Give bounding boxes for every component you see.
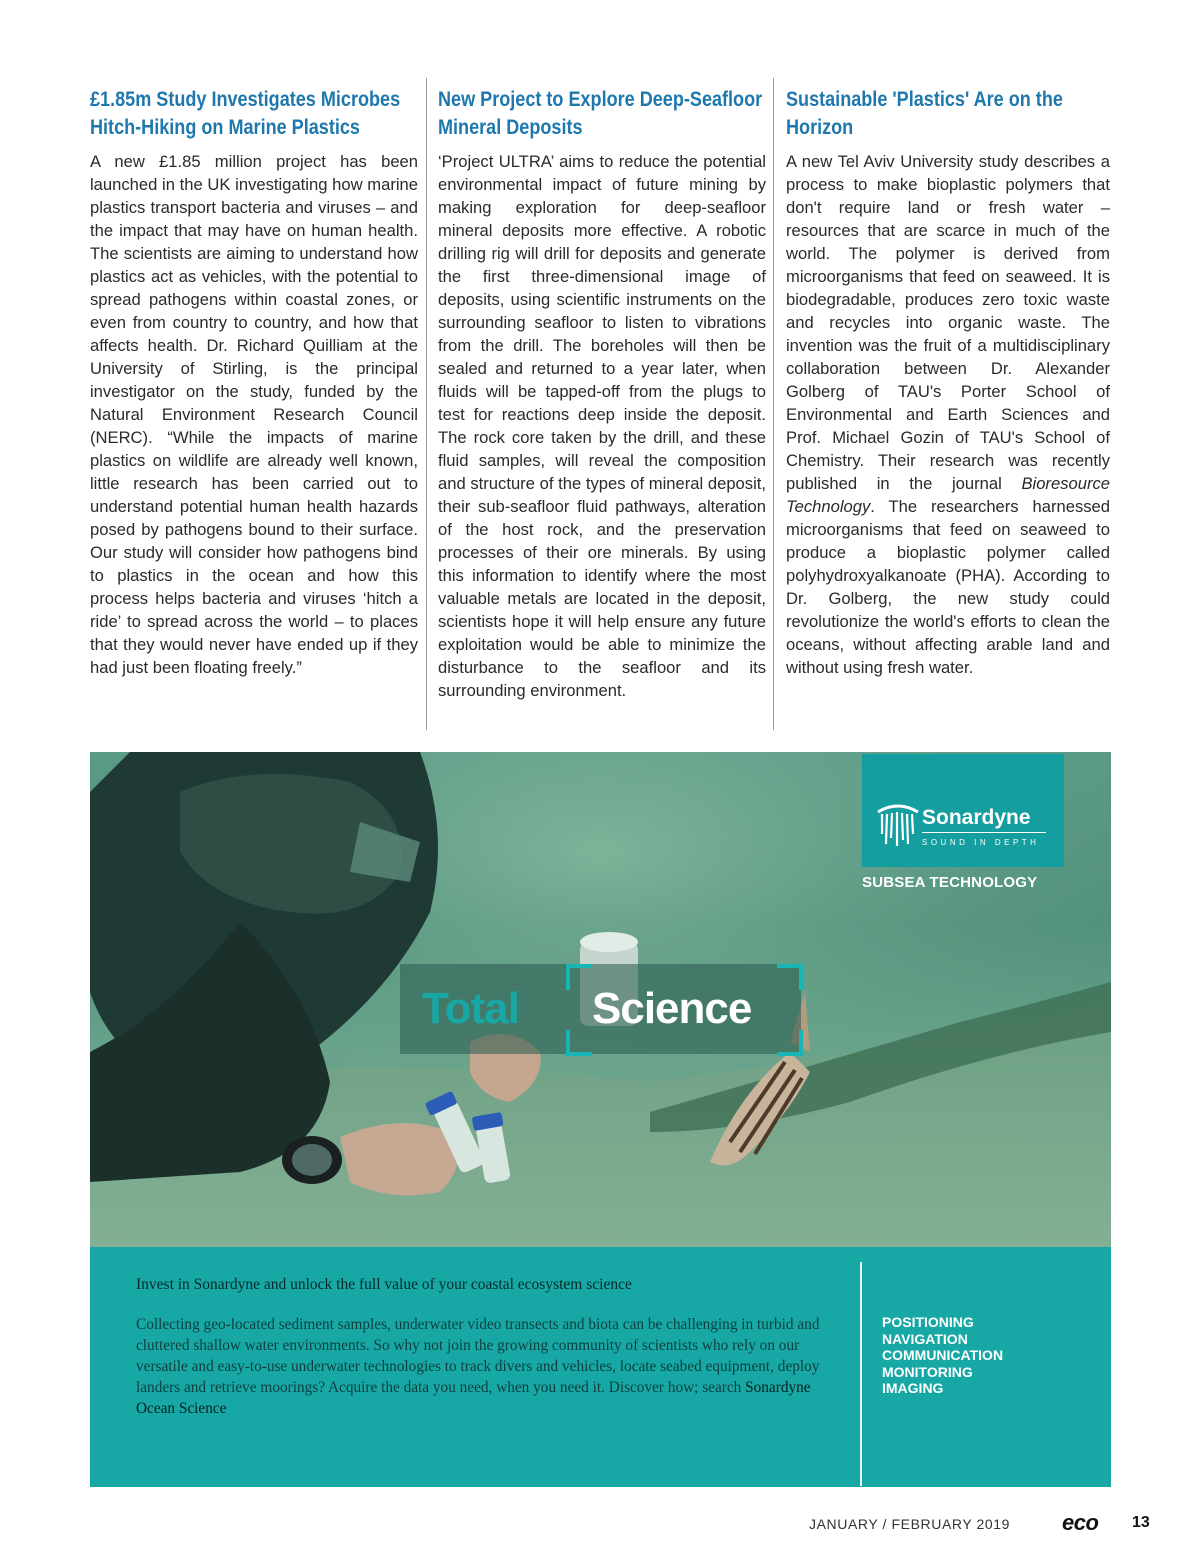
capabilities-list bbox=[882, 1314, 1003, 1397]
column-divider bbox=[773, 78, 774, 730]
logo-underline bbox=[922, 832, 1046, 833]
total-science-banner bbox=[400, 964, 801, 1054]
sonardyne-logo-box bbox=[862, 754, 1064, 867]
issue-date: JANUARY / FEBRUARY 2019 bbox=[809, 1516, 1011, 1532]
page-number: 13 bbox=[1132, 1514, 1150, 1531]
article-bioplastics bbox=[786, 86, 1110, 679]
sonardyne-logo-icon bbox=[876, 804, 920, 848]
brand-tagline: SOUND IN DEPTH bbox=[922, 838, 1040, 847]
article-headline: Sustainable 'Plastics' Are on the Horizon bbox=[786, 88, 1063, 139]
article-seafloor bbox=[438, 86, 766, 702]
bracket-top-right bbox=[777, 964, 803, 990]
capability-item: COMMUNICATION bbox=[882, 1347, 1004, 1363]
article-microbes bbox=[90, 86, 418, 679]
advert-body-text: Collecting geo-located sediment samples, underwater video transects and biota can be challenging in turbid and cluttered shallow water environments. So why not join the growing community of scientists who rely on our versatile and easy-to-use underwater technologies to track divers and vehicles, locate seabed equipment, deploy landers and retrieve moorings? Acquire the data you need, when you need it. Discover how; search bbox=[136, 1316, 820, 1396]
bracket-top-left bbox=[566, 964, 592, 990]
headline-word-total: Total bbox=[422, 984, 519, 1033]
capability-item: NAVIGATION bbox=[882, 1330, 968, 1347]
article-headline: £1.85m Study Investigates Microbes Hitch-Hiking on Marine Plastics bbox=[90, 88, 401, 139]
headline-word-science: Science bbox=[592, 984, 752, 1033]
capability-item: POSITIONING bbox=[882, 1314, 974, 1330]
article-headline: New Project to Explore Deep-Seafloor Mineral Deposits bbox=[438, 88, 763, 139]
brand-name: Sonardyne bbox=[922, 806, 1031, 829]
capability-item: IMAGING bbox=[882, 1380, 944, 1396]
magazine-logo: eco bbox=[1062, 1510, 1099, 1535]
bracket-bottom-left bbox=[566, 1030, 592, 1056]
advert-cta: Sonardyne Ocean Science bbox=[136, 1379, 811, 1417]
advert-divider bbox=[860, 1262, 862, 1486]
column-divider bbox=[426, 78, 427, 730]
article-body-part: A new Tel Aviv University study describes a process to make bioplastic polymers that don't require land or fresh water – resources that are scarce in much of the world. The polymer is derived from microorganisms that feed on seaweed. It is biodegradable, produces zero toxic waste and recycles into organic waste. The invention was the fruit of a multidisciplinary collaboration between Dr. Alexander Golberg of TAU's Porter School of Environmental and Earth Sciences and Prof. Michael Gozin of TAU's School of Chemistry. Their research was recently published in the journal bbox=[786, 152, 1110, 493]
capability-item: MONITORING bbox=[882, 1363, 973, 1380]
journal-title: Bioresource Technology bbox=[786, 474, 1110, 516]
article-body: ‘Project ULTRA’ aims to reduce the potential environmental impact of future mining by making exploration for deep-seafloor mineral deposits more effective. A robotic drilling rig will drill for deposits and generate the first three-dimensional image of deposits, using scientific instruments on the surrounding seafloor to listen to vibrations from the drill. The boreholes will then be sealed and returned to a year later, when fluids will be tapped-off from the plugs to test for reactions deep inside the deposit. The rock core taken by the drill, and these fluid samples, will reveal the composition and structure of the types of mineral deposit, their sub-seafloor fluid pathways, alteration of the host rock, and the preservation processes of their ore minerals. By using this information to identify where the most valuable metals are located in the deposit, scientists hope it will help ensure any future exploitation would be able to minimize the disturbance to the seafloor and its surrounding environment. bbox=[438, 152, 766, 700]
article-body bbox=[786, 150, 1110, 679]
advert-intro: Invest in Sonardyne and unlock the full value of your coastal ecosystem science bbox=[136, 1276, 632, 1293]
article-body: A new £1.85 million project has been launched in the UK investigating how marine plastics transport bacteria and viruses – and the impact that may have on human health. The scientists are aiming to understand how plastics act as vehicles, with the potential to spread pathogens within coastal zones, or even from country to country, and how that affects health. Dr. Richard Quilliam at the University of Stirling, is the principal investigator on the study, funded by the Natural Environment Research Council (NERC). “While the impacts of marine plastics on wildlife are already well known, little research has been carried out to understand potential human health hazards posed by pathogens bound to their surface. Our study will consider how pathogens bind to plastics in the ocean and how this process helps bacteria and viruses ‘hitch a ride’ to spread across the world – to places that they would never have ended up if they had just been floating freely.” bbox=[90, 152, 418, 677]
advert-category: SUBSEA TECHNOLOGY bbox=[862, 874, 1038, 891]
advert-body bbox=[136, 1314, 842, 1419]
article-body-part: . The researchers harnessed microorganisms that feed on seaweed to produce a bioplastic polymer called polyhydroxyalkanoate (PHA). According to Dr. Golberg, the new study could revolutionize the world's efforts to clean the oceans, without affecting arable land and without using fresh water. bbox=[786, 497, 1110, 677]
bracket-bottom-right bbox=[777, 1030, 803, 1056]
